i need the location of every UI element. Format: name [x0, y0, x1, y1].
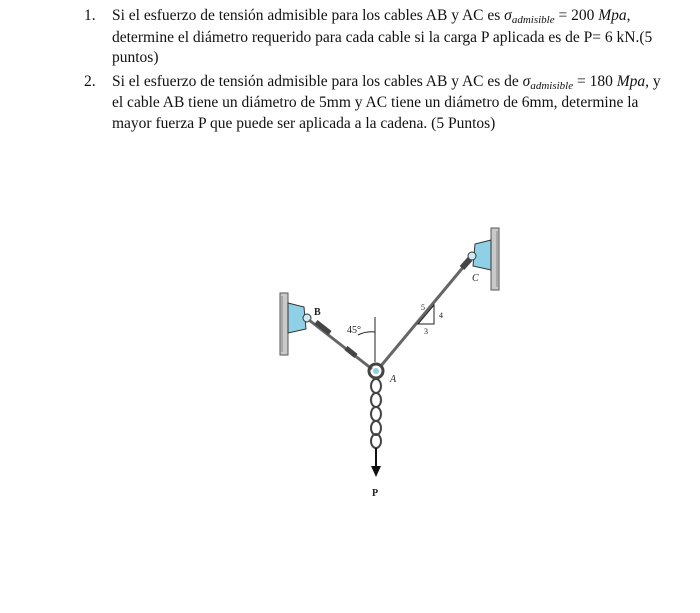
- slope-horiz-label: 3: [424, 327, 428, 336]
- problem-1-equals: =: [558, 7, 568, 24]
- angle-label: 45°: [347, 325, 361, 336]
- cable-ab: [309, 320, 372, 369]
- problem-1-intro: Si el esfuerzo de tensión admisible para los cables AB y AC es: [112, 7, 501, 24]
- problem-2-intro: Si el esfuerzo de tensión admisible para los cables AB y AC es de: [112, 72, 519, 90]
- slope-hyp-label: 5: [421, 303, 425, 312]
- problem-2-body: , y el cable AB tiene un diámetro de 5mm y AC tiene un diámetro de 6mm, determine la mayor fuerza P que puede ser aplicada a la cadena. (5 Puntos): [112, 72, 661, 132]
- problem-2-sigma: σ: [522, 72, 531, 90]
- problem-1-body: , determine el diámetro requerido para cada cable si la carga P aplicada es de P= 6 kN.(5 puntos): [112, 7, 653, 66]
- label-c: C: [472, 273, 479, 284]
- label-b: B: [314, 307, 321, 318]
- problem-1-stress-unit: Mpa: [598, 7, 627, 24]
- problem-1-stress-value: 200: [571, 7, 595, 24]
- problem-2-stress-unit: Mpa: [616, 72, 646, 90]
- chain: [371, 379, 381, 448]
- problem-1-number: 1.: [84, 7, 96, 24]
- ring-a: [369, 364, 383, 378]
- problem-2-equals: =: [576, 72, 586, 90]
- problem-2-stress-value: 180: [589, 72, 613, 90]
- wall-support-b: [280, 293, 311, 355]
- load-arrow-p: [371, 448, 381, 477]
- problem-1-sigma-subscript: admisible: [511, 14, 555, 26]
- problem-2-sigma-subscript: admisible: [530, 79, 574, 92]
- slope-vert-label: 4: [439, 311, 443, 320]
- problem-2-number: 2.: [84, 72, 96, 90]
- problem-1-sigma: σ: [504, 7, 512, 24]
- label-a: A: [390, 374, 397, 385]
- label-p: P: [372, 488, 379, 499]
- cable-ac: [380, 259, 470, 367]
